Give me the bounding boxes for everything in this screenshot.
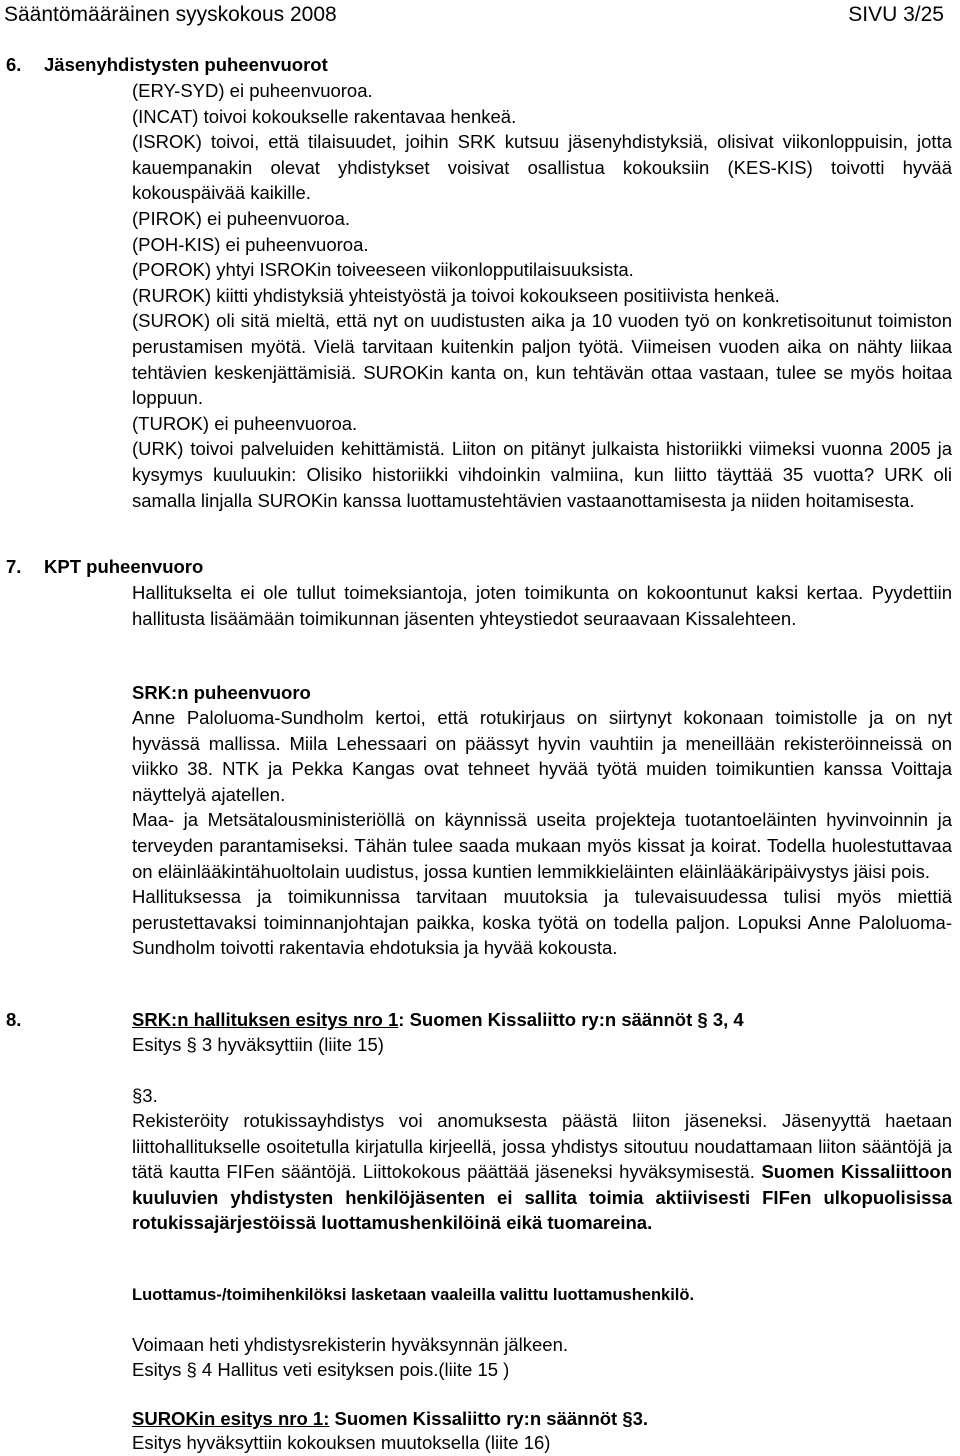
section-8-title-rest: : Suomen Kissaliitto ry:n säännöt § 3, 4 bbox=[398, 1009, 744, 1030]
surok-title-rest: Suomen Kissaliitto ry:n säännöt §3. bbox=[329, 1408, 649, 1429]
list-item: (TUROK) ei puheenvuoroa. bbox=[132, 412, 358, 434]
section-6-number: 6. bbox=[6, 54, 22, 75]
list-item: (INCAT) toivoi kokoukselle rakentavaa henkeä. bbox=[132, 105, 517, 127]
paragraph-normal-text: Rekisteröity rotukissayhdistys voi anomuksesta päästä liiton jäseneksi. Jäsenyyttä haetaan liittohallitukselle osoitetulla kirjatulla kirjeellä, jossa yhdistys sitoutuu noudattamaan liiton sääntöjä ja tätä kautta FIFen sääntöjä. Liittokokous päättää jäseneksi hyväksymisestä. bbox=[132, 1110, 952, 1183]
section-8-title-underlined: SRK:n hallituksen esitys nro 1 bbox=[132, 1009, 399, 1030]
srk-body bbox=[132, 705, 952, 961]
section-7-number: 7. bbox=[6, 556, 22, 577]
list-item: (POROK) yhtyi ISROKin toiveeseen viikonlopputilaisuuksista. bbox=[132, 259, 634, 281]
list-item: (URK) toivoi palveluiden kehittämistä. Liiton on pitänyt julkaista historiikki viimeksi vuonna 2005 ja kysymys kuuluukin: Olisiko historiikki vihdoinkin valmiina, kun liitto täyttää 35 vuotta? URK oli samalla linjalla SUROKin kanssa luottamustehtävien vastaanottamisesta ja niiden hoitamisesta. bbox=[132, 438, 952, 511]
srk-paragraph: Maa- ja Metsätalousministeriöllä on käynnissä useita projekteja tuotantoeläinten hyvinvoinnin ja terveyden parantamiseksi. Tähän tulee saada mukaan myös kissat ja koirat. Todella huolestuttavaa on eläinlääkintähuoltolain uudistus, jossa kuntien lemmikkieläinten eläinlääkäripäivystys jäisi pois. bbox=[132, 809, 952, 882]
srk-heading: SRK:n puheenvuoro bbox=[132, 682, 311, 703]
list-item: (PIROK) ei puheenvuoroa. bbox=[132, 207, 351, 229]
surok-line: Esitys hyväksyttiin kokouksen muutoksella (liite 16) bbox=[132, 1432, 551, 1453]
srk-paragraph: Anne Paloluoma-Sundholm kertoi, että rotukirjaus on siirtynyt kokonaan toimistolle ja on nyt hyvässä mallissa. Miila Lehessaari on päässyt hyvin vauhtiin ja meneillään rekisteröinneissä on viikko 38. NTK ja Pekka Kangas ovat tehneet hyvää työtä muiden toimikuntien kanssa Voittaja näyttelyä ajatellen. bbox=[132, 707, 952, 805]
section-8-note: Luottamus-/toimihenkilöksi lasketaan vaaleilla valittu luottamushenkilö. bbox=[132, 1286, 695, 1304]
surok-title bbox=[132, 1406, 952, 1432]
section-6-body bbox=[132, 78, 952, 513]
section-7-title: KPT puheenvuoro bbox=[44, 556, 204, 577]
page-header bbox=[4, 0, 944, 30]
section-7-paragraph: Hallitukselta ei ole tullut toimeksiantoja, joten toimikunta on kokoontunut kaksi kertaa. Pyydettiin hallitusta lisäämään toimikunnan jäsenten yhteystiedot seuraavaan Kissalehteen. bbox=[132, 582, 952, 629]
section-8-title bbox=[132, 1007, 952, 1033]
list-item: (POH-KIS) ei puheenvuoroa. bbox=[132, 233, 369, 255]
list-item: (RUROK) kiitti yhdistyksiä yhteistyöstä ja toivoi kokoukseen positiivista henkeä. bbox=[132, 284, 780, 306]
paragraph-bold-text: Suomen Kissaliittoon kuuluvien yhdistysten henkilöjäsenten ei sallita toimia aktiivisesti FIFen ulkopuolisissa rotukissajärjestöissä luottamushenkilöinä eikä tuomareina. bbox=[132, 1161, 952, 1234]
surok-title-underlined: SUROKin esitys nro 1: bbox=[132, 1408, 330, 1429]
section-8-number: 8. bbox=[6, 1009, 22, 1030]
document-title: Sääntömääräinen syyskokous 2008 bbox=[4, 3, 337, 26]
section-8-paragraph bbox=[132, 1108, 952, 1236]
section-8-line: Esitys § 3 hyväksyttiin (liite 15) bbox=[132, 1034, 384, 1055]
page-number: SIVU 3/25 bbox=[848, 3, 944, 26]
section-8-esitys4: Esitys § 4 Hallitus veti esityksen pois.(liite 15 ) bbox=[132, 1359, 510, 1380]
section-8-para-label: §3. bbox=[132, 1085, 158, 1106]
list-item: (ISROK) toivoi, että tilaisuudet, joihin SRK kutsuu jäsenyhdistyksiä, olisivat viikonloppuisin, jotta kauempanakin olevat yhdistykset voisivat osallistua kokouksiin (KES-KIS) toivotti hyvää kokouspäivää kaikille. bbox=[132, 131, 952, 204]
srk-paragraph: Hallituksessa ja toimikunnissa tarvitaan muutoksia ja tulevaisuudessa tulisi myös miettiä perustettavaksi toiminnanjohtajan paikka, koska työtä on todella paljon. Lopuksi Anne Paloluoma-Sundholm toivotti rakentavia ehdotuksia ja hyvää kokousta. bbox=[132, 886, 952, 959]
section-8-voimaan: Voimaan heti yhdistysrekisterin hyväksynnän jälkeen. bbox=[132, 1334, 569, 1355]
list-item: (ERY-SYD) ei puheenvuoroa. bbox=[132, 80, 373, 101]
list-item: (SUROK) oli sitä mieltä, että nyt on uudistusten aika ja 10 vuoden työ on konkretisoitunut toimiston perustamisen myötä. Vielä tarvitaan kuitenkin paljon työtä. Viimeisen vuoden aika on nähty liikaa tehtävien keskenjättämisiä. SUROKin kanta on, kun tehtävän ottaa vastaan, tulee se myös hoitaa loppuun. bbox=[132, 310, 952, 409]
section-6-title: Jäsenyhdistysten puheenvuorot bbox=[44, 54, 328, 75]
